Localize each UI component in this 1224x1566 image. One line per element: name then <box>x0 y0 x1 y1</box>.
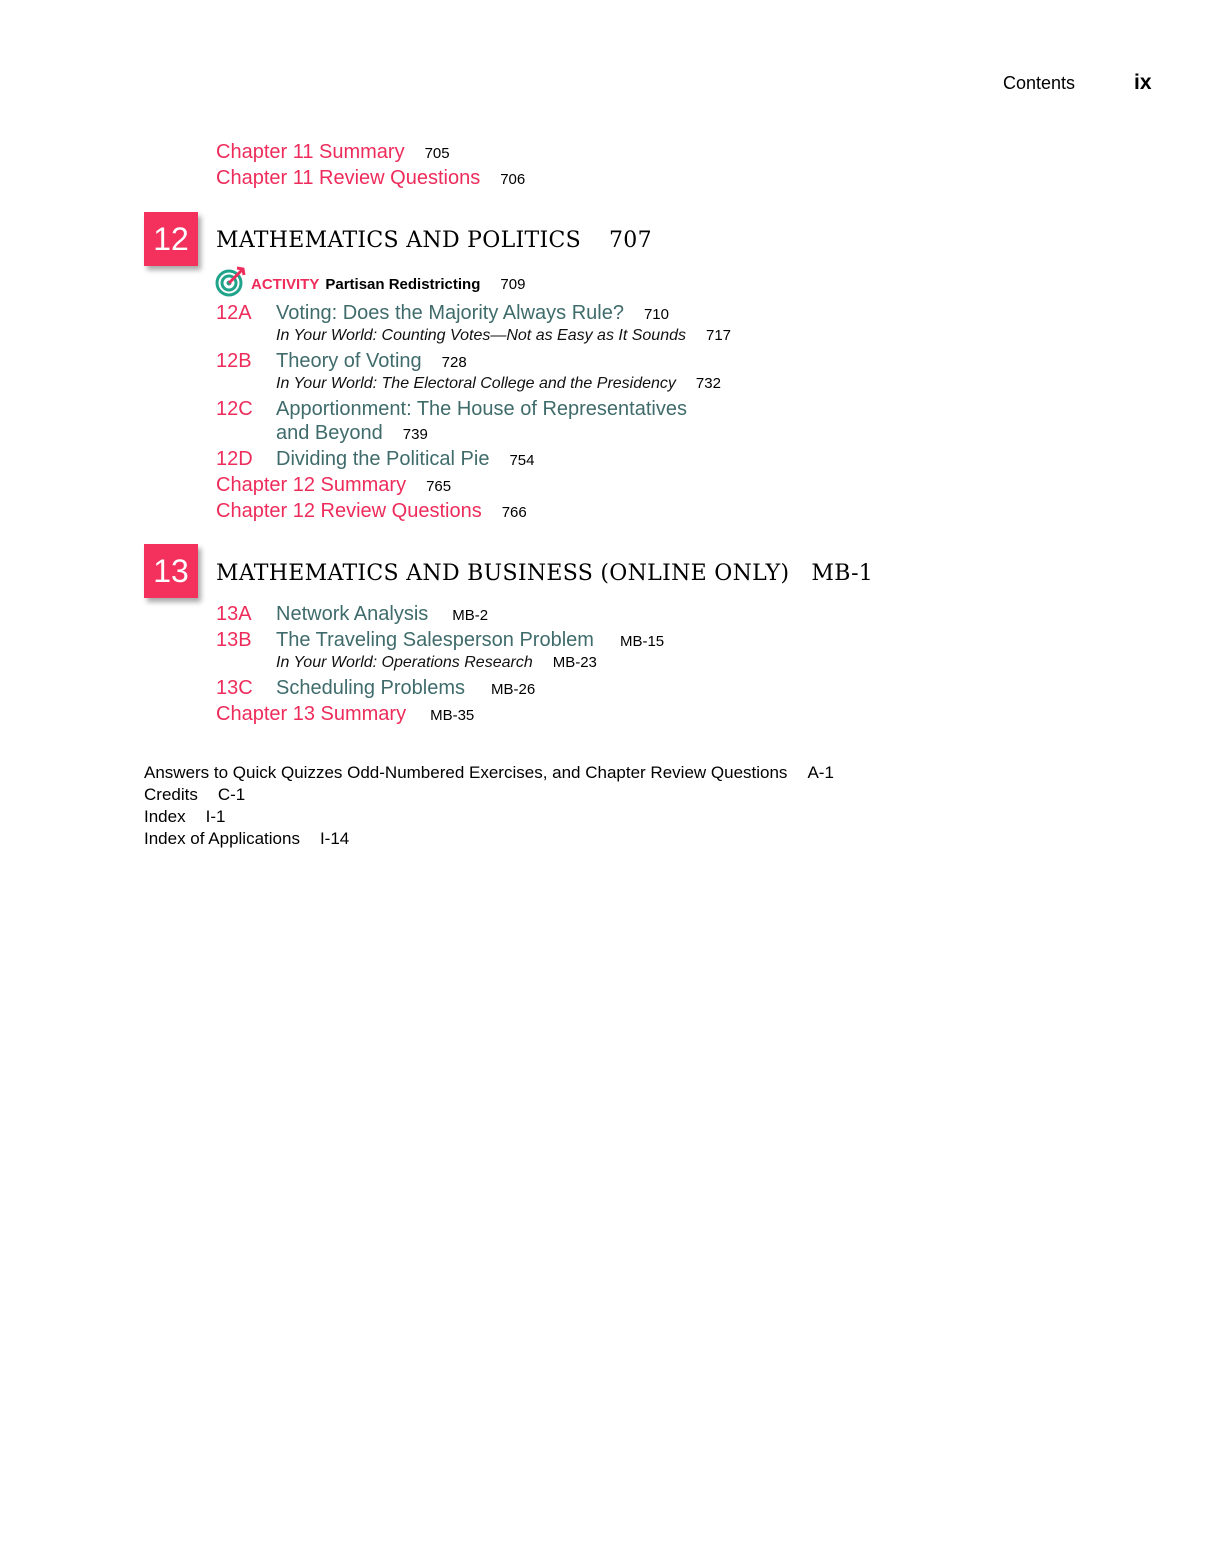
section-page: MB-15 <box>619 633 665 650</box>
section-code: 13B <box>216 629 252 651</box>
toc-entry-ch13-summary[interactable] <box>216 703 474 726</box>
toc-section-12a[interactable] <box>276 302 669 325</box>
toc-backmatter-credits[interactable] <box>144 785 245 805</box>
toc-entry-page: 766 <box>501 504 527 521</box>
subentry-title: In Your World: The Electoral College and the Presidency <box>276 375 676 392</box>
chapter-title-text: MATHEMATICS AND BUSINESS (ONLINE ONLY) <box>216 561 790 586</box>
chapter-number-badge: 12 <box>144 212 198 266</box>
chapter-number-badge: 13 <box>144 544 198 598</box>
section-title: Apportionment: The House of Representatives <box>276 398 687 420</box>
toc-entry-ch12-summary[interactable] <box>216 474 451 497</box>
section-title: Dividing the Political Pie <box>276 448 490 470</box>
toc-backmatter-answers[interactable] <box>144 763 834 783</box>
section-title: Network Analysis <box>276 603 429 625</box>
chapter-page: MB-1 <box>811 561 874 586</box>
section-page: 739 <box>402 426 428 443</box>
toc-entry-page: 765 <box>426 478 452 495</box>
toc-backmatter-index-applications[interactable] <box>144 829 349 849</box>
toc-entry-page: 706 <box>500 171 526 188</box>
toc-entry-page: 705 <box>424 145 450 162</box>
toc-backmatter-index[interactable] <box>144 807 225 827</box>
backmatter-page: I-14 <box>319 829 350 848</box>
toc-subentry[interactable] <box>276 327 731 345</box>
chapter-page: 707 <box>608 228 652 253</box>
activity-title: Partisan Redistricting <box>325 276 481 293</box>
section-title: Voting: Does the Majority Always Rule? <box>276 302 624 324</box>
toc-section-13c[interactable] <box>276 677 535 700</box>
backmatter-page: I-1 <box>205 807 226 826</box>
toc-subentry[interactable] <box>276 375 721 393</box>
page-number: ix <box>1134 71 1152 94</box>
section-title-continued: and Beyond <box>276 422 383 444</box>
section-title: Theory of Voting <box>276 350 422 372</box>
toc-entry-label: Chapter 11 Summary <box>216 141 405 163</box>
section-code: 13A <box>216 603 252 625</box>
section-code: 13C <box>216 677 253 699</box>
toc-entry-label: Chapter 13 Summary <box>216 703 407 725</box>
subentry-page: MB-23 <box>552 654 597 671</box>
subentry-page: 717 <box>706 327 732 344</box>
subentry-page: 732 <box>695 375 721 392</box>
toc-entry-label: Chapter 11 Review Questions <box>216 167 481 189</box>
section-code: 12D <box>216 448 253 470</box>
toc-entry-ch12-review[interactable] <box>216 500 527 523</box>
toc-entry-ch11-summary[interactable] <box>216 141 450 164</box>
activity-page: 709 <box>500 276 526 293</box>
section-page: 710 <box>643 306 669 323</box>
toc-entry-label: Chapter 12 Summary <box>216 474 407 496</box>
backmatter-label: Index <box>144 807 186 826</box>
toc-subentry[interactable] <box>276 654 597 672</box>
backmatter-page: A-1 <box>807 763 834 782</box>
section-page: MB-2 <box>452 607 489 624</box>
section-page: 754 <box>509 452 535 469</box>
toc-entry-label: Chapter 12 Review Questions <box>216 500 482 522</box>
backmatter-label: Credits <box>144 785 198 804</box>
section-title: Scheduling Problems <box>276 677 465 699</box>
backmatter-page: C-1 <box>217 785 246 804</box>
toc-section-12c[interactable] <box>276 398 687 421</box>
target-arrow-icon <box>215 265 247 297</box>
activity-entry[interactable] <box>251 276 525 294</box>
running-header-title: Contents <box>1003 73 1076 93</box>
backmatter-label: Index of Applications <box>144 829 300 848</box>
toc-section-12c-cont[interactable] <box>276 422 428 445</box>
chapter-title[interactable] <box>216 561 873 586</box>
section-page: MB-26 <box>491 681 536 698</box>
toc-entry-ch11-review[interactable] <box>216 167 525 190</box>
section-code: 12C <box>216 398 253 420</box>
section-title: The Traveling Salesperson Problem <box>276 629 594 651</box>
activity-label: ACTIVITY <box>251 276 320 293</box>
toc-section-13b[interactable] <box>276 629 664 652</box>
chapter-title-text: MATHEMATICS AND POLITICS <box>216 228 581 253</box>
toc-section-12d[interactable] <box>276 448 534 471</box>
section-page: 728 <box>441 354 467 371</box>
subentry-title: In Your World: Counting Votes—Not as Easy as It Sounds <box>276 327 686 344</box>
toc-section-12b[interactable] <box>276 350 467 373</box>
subentry-title: In Your World: Operations Research <box>276 654 533 671</box>
chapter-title[interactable] <box>216 228 652 253</box>
section-code: 12A <box>216 302 252 324</box>
backmatter-label: Answers to Quick Quizzes Odd-Numbered Exercises, and Chapter Review Questions <box>144 763 788 782</box>
section-code: 12B <box>216 350 252 372</box>
toc-entry-page: MB-35 <box>430 707 475 724</box>
toc-section-13a[interactable] <box>276 603 488 626</box>
